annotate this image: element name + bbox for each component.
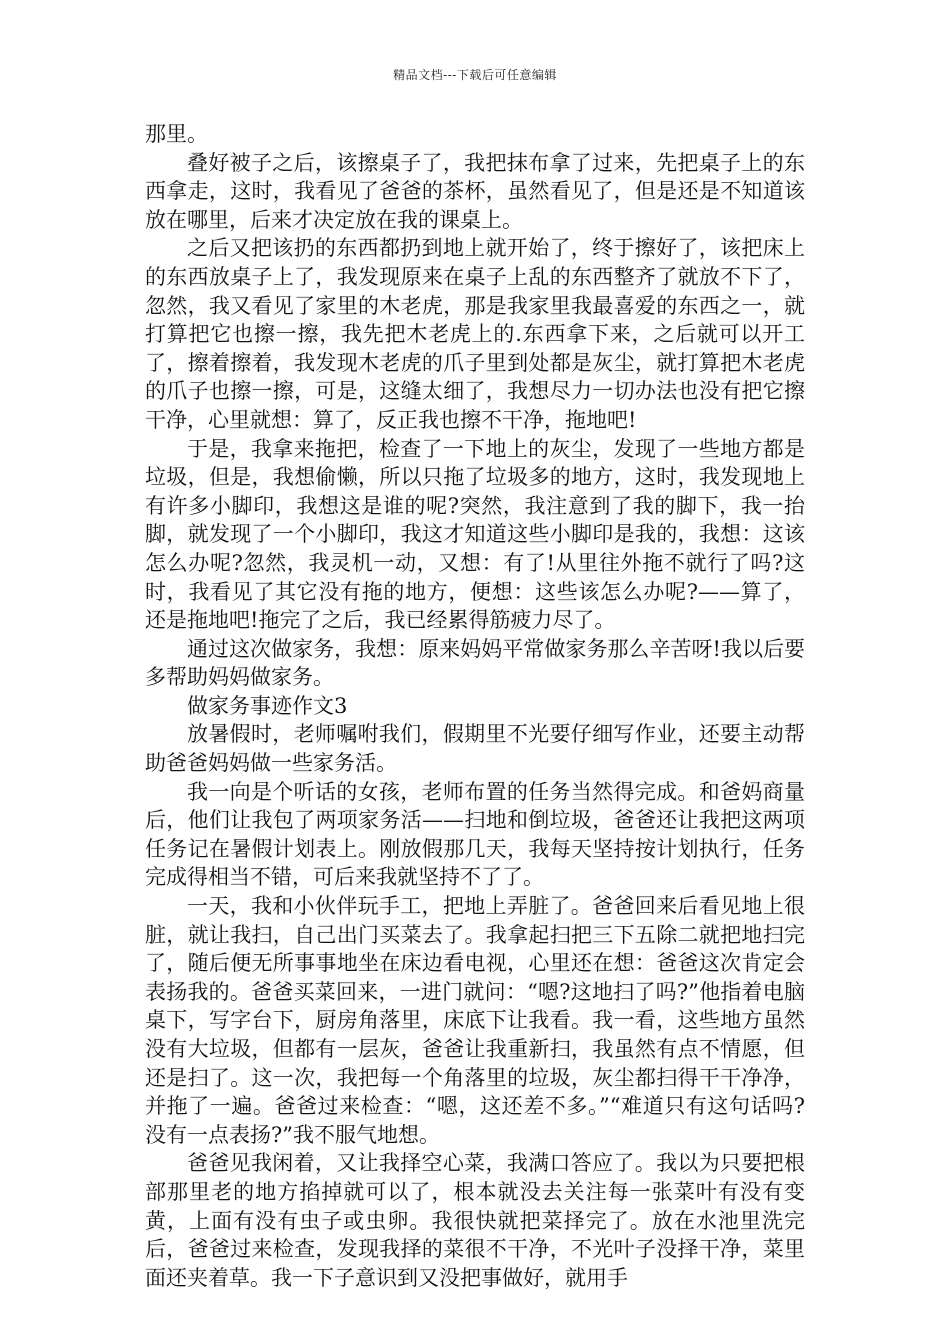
paragraph-7: 我一向是个听话的女孩，老师布置的任务当然得完成。和爸妈商量后，他们让我包了两项家务活——扫地和倒垃圾，爸爸还让我把这两项任务记在暑假计划表上。刚放假那几天，我每天坚持按计划执行，任务完成得相当不错，可后来我就坚持不了了。 bbox=[145, 779, 805, 890]
section-heading: 做家务事迹作文3 bbox=[187, 693, 348, 718]
paragraph-2: 叠好被子之后，该擦桌子了，我把抹布拿了过来，先把桌子上的东西拿走，这时，我看见了爸爸的茶杯，虽然看见了，但是还是不知道该放在哪里，后来才决定放在我的课桌上。 bbox=[145, 150, 805, 232]
paragraph-4: 于是，我拿来拖把，检查了一下地上的灰尘，发现了一些地方都是垃圾，但是，我想偷懒，所以只拖了垃圾多的地方，这时，我发现地上有许多小脚印，我想这是谁的呢?突然，我注意到了我的脚下，我一抬脚，就发现了一个小脚印，我这才知道这些小脚印是我的，我想：这该怎么办呢?忽然，我灵机一动，又想：有了!从里往外拖不就行了吗?这时，我看见了其它没有拖的地方，便想：这些该怎么办呢?——算了，还是拖地吧!拖完了之后，我已经累得筋疲力尽了。 bbox=[145, 436, 805, 633]
paragraph-1: 那里。 bbox=[145, 122, 208, 146]
paragraph-6: 放暑假时，老师嘱咐我们，假期里不光要仔细写作业，还要主动帮助爸爸妈妈做一些家务活。 bbox=[145, 722, 805, 776]
page-header: 精品文档---下载后可任意编辑 bbox=[393, 68, 557, 82]
paragraph-9: 爸爸见我闲着，又让我择空心菜，我满口答应了。我以为只要把根部那里老的地方掐掉就可以了，根本就没去关注每一张菜叶有没有变黄，上面有没有虫子或虫卵。我很快就把菜择完了。放在水池里洗完后，爸爸过来检查，发现我择的菜很不干净，不光叶子没择干净，菜里面还夹着草。我一下子意识到又没把事做好，就用手 bbox=[145, 1151, 805, 1290]
paragraph-5: 通过这次做家务，我想：原来妈妈平常做家务那么辛苦呀!我以后要多帮助妈妈做家务。 bbox=[145, 636, 805, 690]
document-body bbox=[145, 120, 805, 1292]
paragraph-3: 之后又把该扔的东西都扔到地上就开始了，终于擦好了，该把床上的东西放桌子上了，我发现原来在桌子上乱的东西整齐了就放不下了，忽然，我又看见了家里的木老虎，那是我家里我最喜爱的东西之一，就打算把它也擦一擦，我先把木老虎上的.东西拿下来，之后就可以开工了，擦着擦着，我发现木老虎的爪子里到处都是灰尘，就打算把木老虎的爪子也擦一擦，可是，这缝太细了，我想尽力一切办法也没有把它擦干净，心里就想：算了，反正我也擦不干净，拖地吧! bbox=[145, 236, 805, 432]
paragraph-8: 一天，我和小伙伴玩手工，把地上弄脏了。爸爸回来后看见地上很脏，就让我扫，自己出门买菜去了。我拿起扫把三下五除二就把地扫完了，随后便无所事事地坐在床边看电视，心里还在想：爸爸这次肯定会表扬我的。爸爸买菜回来，一进门就问：“嗯?这地扫了吗?”他指着电脑桌下，写字台下，厨房角落里，床底下让我看。我一看，这些地方虽然没有大垃圾，但都有一层灰，爸爸让我重新扫，我虽然有点不情愿，但还是扫了。这一次，我把每一个角落里的垃圾，灰尘都扫得干干净净，并拖了一遍。爸爸过来检查：“嗯，这还差不多。”“难道只有这句话吗?没有一点表扬?”我不服气地想。 bbox=[145, 894, 805, 1147]
